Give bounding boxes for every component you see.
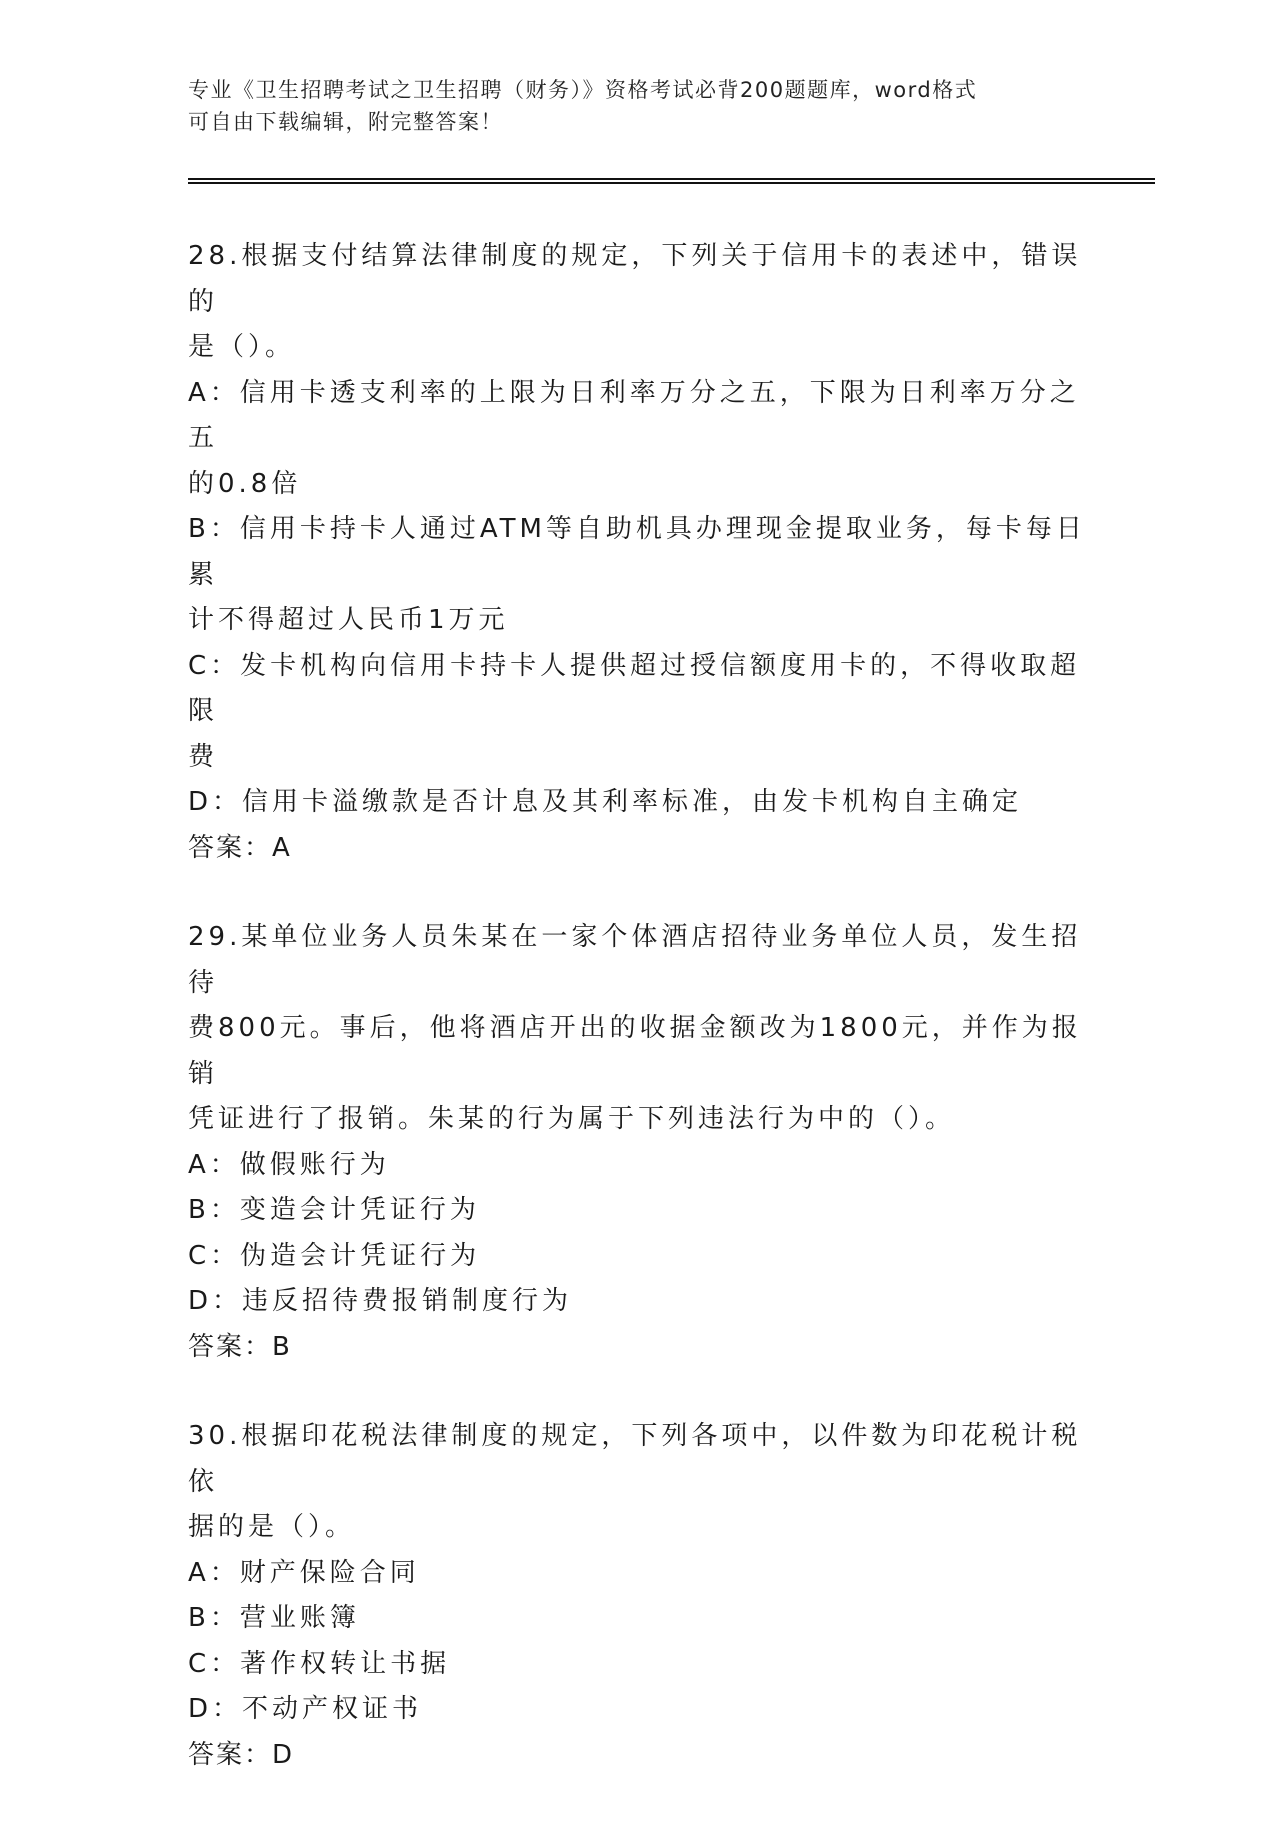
option-a: 的0.8倍 [188, 468, 302, 499]
document-header [188, 74, 1088, 138]
answer-label: 答案：A [188, 832, 292, 863]
header-title-line-1: 专业《卫生招聘考试之卫生招聘（财务）》资格考试必背200题题库，word格式 [188, 78, 978, 102]
question-28 [188, 234, 1088, 871]
option-a: A：财产保险合同 [188, 1557, 420, 1588]
header-title-line-2: 可自由下载编辑，附完整答案！ [188, 110, 503, 134]
answer-label: 答案：B [188, 1331, 292, 1362]
option-d: D：信用卡溢缴款是否计息及其利率标准，由发卡机构自主确定 [188, 787, 1023, 817]
question-stem: 30.根据印花税法律制度的规定，下列各项中，以件数为印花税计税依 [188, 1421, 1082, 1497]
question-stem: 费800元。事后，他将酒店开出的收据金额改为1800元，并作为报销 [188, 1013, 1082, 1089]
option-b: B：营业账簿 [188, 1603, 360, 1633]
question-stem: 是（）。 [188, 332, 296, 362]
option-d: D：违反招待费报销制度行为 [188, 1286, 573, 1316]
option-a: A：做假账行为 [188, 1149, 390, 1180]
option-d: D：不动产权证书 [188, 1694, 423, 1724]
question-list [188, 234, 1088, 1822]
question-stem: 28.根据支付结算法律制度的规定，下列关于信用卡的表述中，错误的 [188, 241, 1082, 317]
option-c: 费 [188, 741, 219, 772]
option-a: A：信用卡透支利率的上限为日利率万分之五，下限为日利率万分之五 [188, 377, 1080, 453]
option-b: B：信用卡持卡人通过ATM等自助机具办理现金提取业务，每卡每日累 [188, 514, 1086, 590]
option-b: B：变造会计凭证行为 [188, 1195, 480, 1225]
question-30 [188, 1414, 1088, 1778]
option-b: 计不得超过人民币1万元 [188, 605, 509, 635]
question-stem: 据的是（）。 [188, 1512, 356, 1542]
option-c: C：伪造会计凭证行为 [188, 1240, 481, 1271]
option-c: C：发卡机构向信用卡持卡人提供超过授信额度用卡的，不得收取超限 [188, 650, 1081, 726]
answer-label: 答案：D [188, 1739, 295, 1770]
question-stem: 29.某单位业务人员朱某在一家个体酒店招待业务单位人员，发生招待 [188, 922, 1082, 998]
question-stem: 凭证进行了报销。朱某的行为属于下列违法行为中的（）。 [188, 1104, 956, 1134]
option-c: C：著作权转让书据 [188, 1648, 451, 1679]
question-29 [188, 915, 1088, 1370]
header-double-rule [188, 178, 1155, 184]
